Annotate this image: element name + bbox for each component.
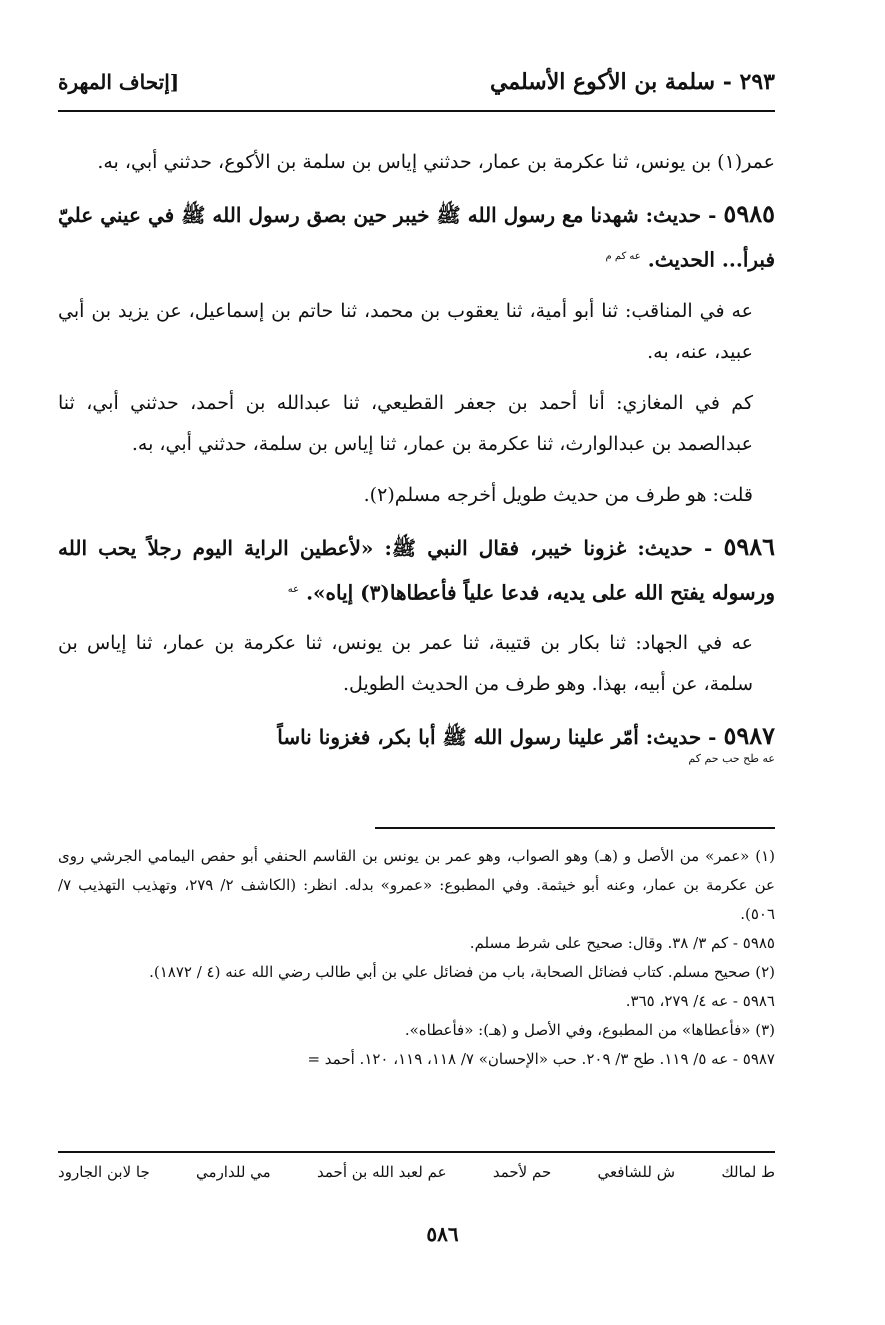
footnote-ref: ٥٩٨٧ - عه ٥/ ١١٩. طح ٣/ ٢٠٩. حب «الإحسان» ٧/ ١١٨، ١١٩، ١٢٠. أحمد = [307,1050,775,1068]
hadith-number: ٥٩٨٥ [723,199,775,228]
hadith-5985 [58,193,775,281]
chapter-title: ٢٩٣ - سلمة بن الأكوع الأسلمي [489,69,775,95]
paragraph: عه في الجهاد: ثنا بكار بن قتيبة، ثنا عمر بن يونس، ثنا عكرمة بن عمار، ثنا إياس بن سلمة، عن أبيه، بهذا. وهو طرف من الحديث الطويل. [58,632,753,696]
source-symbols: عه طح حب حم كم [688,752,775,766]
hadith-number: ٥٩٨٦ [723,531,775,561]
abbrev-item: جا لابن الجارود [58,1163,150,1181]
hadith-5986 [58,526,775,614]
footnote: (١) «عمر» من الأصل و (هـ) وهو الصواب، وهو عمر بن يونس بن القاسم الحنفي أبو حفص اليمامي الجرشي روى عن عكرمة بن عمار، وعنه أبو خيثمة. وفي المطبوع: «عمرو» بدله. انظر: (الكاشف ٢/ ٢٧٩، وتهذيب التهذيب ٧/ ٥٠٦). [58,847,775,923]
paragraph: عه في المناقب: ثنا أبو أمية، ثنا يعقوب بن محمد، ثنا حاتم بن إسماعيل، عن يزيد بن أبي عبيد، عنه، به. [58,299,753,363]
abbrev-item: ش للشافعي [597,1163,676,1181]
source-symbols: عه كم م [605,251,641,262]
abbrev-item: عم لعبد الله بن أحمد [317,1163,447,1181]
abbrev-rule [58,1151,775,1153]
abbrev-item: ط لمالك [721,1163,775,1181]
hadith-text: - حديث: أمّر علينا رسول الله ﷺ أبا بكر، فغزونا ناساً [277,725,717,750]
paragraph: كم في المغازي: أنا أحمد بن جعفر القطيعي، ثنا عبدالله بن أحمد، حدثني أبي، ثنا عبدالصمد بن عبدالوارث، ثنا عكرمة بن عمار، ثنا إياس بن سلمة، حدثني أبي، به. [58,391,753,455]
footnote-ref: ٥٩٨٦ - عه ٤/ ٢٧٩، ٣٦٥. [625,992,775,1010]
hadith-5987 [58,715,775,766]
page-number: ٥٨٦ [426,1222,459,1246]
footnote: (٣) «فأعطاها» من المطبوع، وفي الأصل و (هـ): «فأعطاه». [404,1021,775,1039]
abbrev-item: مي للدارمي [196,1163,271,1181]
hadith-text: - حديث: شهدنا مع رسول الله ﷺ خيبر حين بصق رسول الله ﷺ في عيني عليّ فبرأ... الحديث. [58,203,775,272]
header-rule [58,110,775,112]
book-title: [إتحاف المهرة [58,70,180,94]
source-symbols: عه [287,583,300,595]
footnote: (٢) صحيح مسلم. كتاب فضائل الصحابة، باب من فضائل علي بن أبي طالب رضي الله عنه (٤ / ١٨٧٢). [149,963,775,981]
hadith-text: - حديث: غزونا خيبر، فقال النبي ﷺ: «لأعطين الراية اليوم رجلاً يحب الله ورسوله يفتح الله على يديه، فدعا علياً فأعطاها(٣) إياه». [58,535,775,605]
paragraph: عمر(١) بن يونس، ثنا عكرمة بن عمار، حدثني إياس بن سلمة بن الأكوع، حدثني أبي، به. [97,151,775,173]
abbrev-item: حم لأحمد [492,1163,552,1181]
running-header [58,62,775,102]
main-text [58,142,775,776]
hadith-number: ٥٩٨٧ [723,721,775,751]
footnote-rule [375,827,775,829]
abbreviation-key [58,1163,775,1181]
footnote-ref: ٥٩٨٥ - كم ٣/ ٣٨. وقال: صحيح على شرط مسلم. [469,934,775,952]
footnotes [58,842,775,1074]
paragraph: قلت: هو طرف من حديث طويل أخرجه مسلم(٢). [363,483,753,506]
